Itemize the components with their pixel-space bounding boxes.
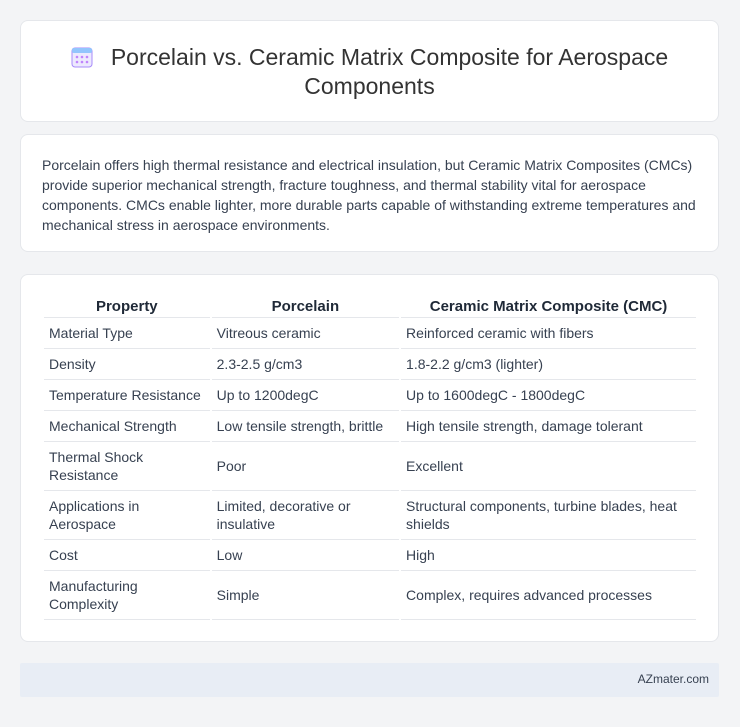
cell-porcelain: Low tensile strength, brittle xyxy=(212,411,399,442)
cell-property: Temperature Resistance xyxy=(44,380,210,411)
table-row xyxy=(44,318,696,349)
table-row xyxy=(44,411,696,442)
cell-porcelain: 2.3-2.5 g/cm3 xyxy=(212,349,399,380)
cell-property: Manufacturing Complexity xyxy=(44,571,210,620)
cell-cmc: High tensile strength, damage tolerant xyxy=(401,411,696,442)
column-header-cmc: Ceramic Matrix Composite (CMC) xyxy=(401,296,696,318)
cell-porcelain: Limited, decorative or insulative xyxy=(212,491,399,540)
footer-bar xyxy=(20,663,719,697)
cell-property: Cost xyxy=(44,540,210,571)
table-row xyxy=(44,540,696,571)
cell-property: Applications in Aerospace xyxy=(44,491,210,540)
cell-porcelain: Vitreous ceramic xyxy=(212,318,399,349)
cell-property: Density xyxy=(44,349,210,380)
summary-card xyxy=(20,134,719,252)
page-title xyxy=(21,43,718,101)
table-row xyxy=(44,442,696,491)
title-text: Porcelain vs. Ceramic Matrix Composite for Aerospace Components xyxy=(110,44,669,99)
column-header-porcelain: Porcelain xyxy=(212,296,399,318)
table-header-row xyxy=(44,296,696,318)
cell-porcelain: Up to 1200degC xyxy=(212,380,399,411)
comparison-card xyxy=(20,274,719,642)
cell-cmc: Excellent xyxy=(401,442,696,491)
column-header-property: Property xyxy=(44,296,210,318)
cell-cmc: Up to 1600degC - 1800degC xyxy=(401,380,696,411)
table-row xyxy=(44,571,696,620)
cell-cmc: High xyxy=(401,540,696,571)
cell-property: Thermal Shock Resistance xyxy=(44,442,210,491)
cell-cmc: Reinforced ceramic with fibers xyxy=(401,318,696,349)
cell-property: Mechanical Strength xyxy=(44,411,210,442)
summary-text: Porcelain offers high thermal resistance and electrical insulation, but Ceramic Matrix Composites (CMCs) provide superior mechanical strength, fracture toughness, and thermal stability vital for aerospace components. CMCs enable lighter, more durable parts capable of withstanding extreme temperatures and mechanical stress in aerospace environments. xyxy=(42,157,696,233)
table-row xyxy=(44,380,696,411)
cell-porcelain: Poor xyxy=(212,442,399,491)
table-row xyxy=(44,491,696,540)
cell-cmc: Complex, requires advanced processes xyxy=(401,571,696,620)
table-row xyxy=(44,349,696,380)
calendar-icon xyxy=(71,46,93,68)
cell-property: Material Type xyxy=(44,318,210,349)
cell-porcelain: Low xyxy=(212,540,399,571)
cell-porcelain: Simple xyxy=(212,571,399,620)
cell-cmc: Structural components, turbine blades, heat shields xyxy=(401,491,696,540)
footer-site-link[interactable]: AZmater.com xyxy=(637,672,709,686)
comparison-table xyxy=(42,296,698,620)
cell-cmc: 1.8-2.2 g/cm3 (lighter) xyxy=(401,349,696,380)
title-card xyxy=(20,20,719,122)
